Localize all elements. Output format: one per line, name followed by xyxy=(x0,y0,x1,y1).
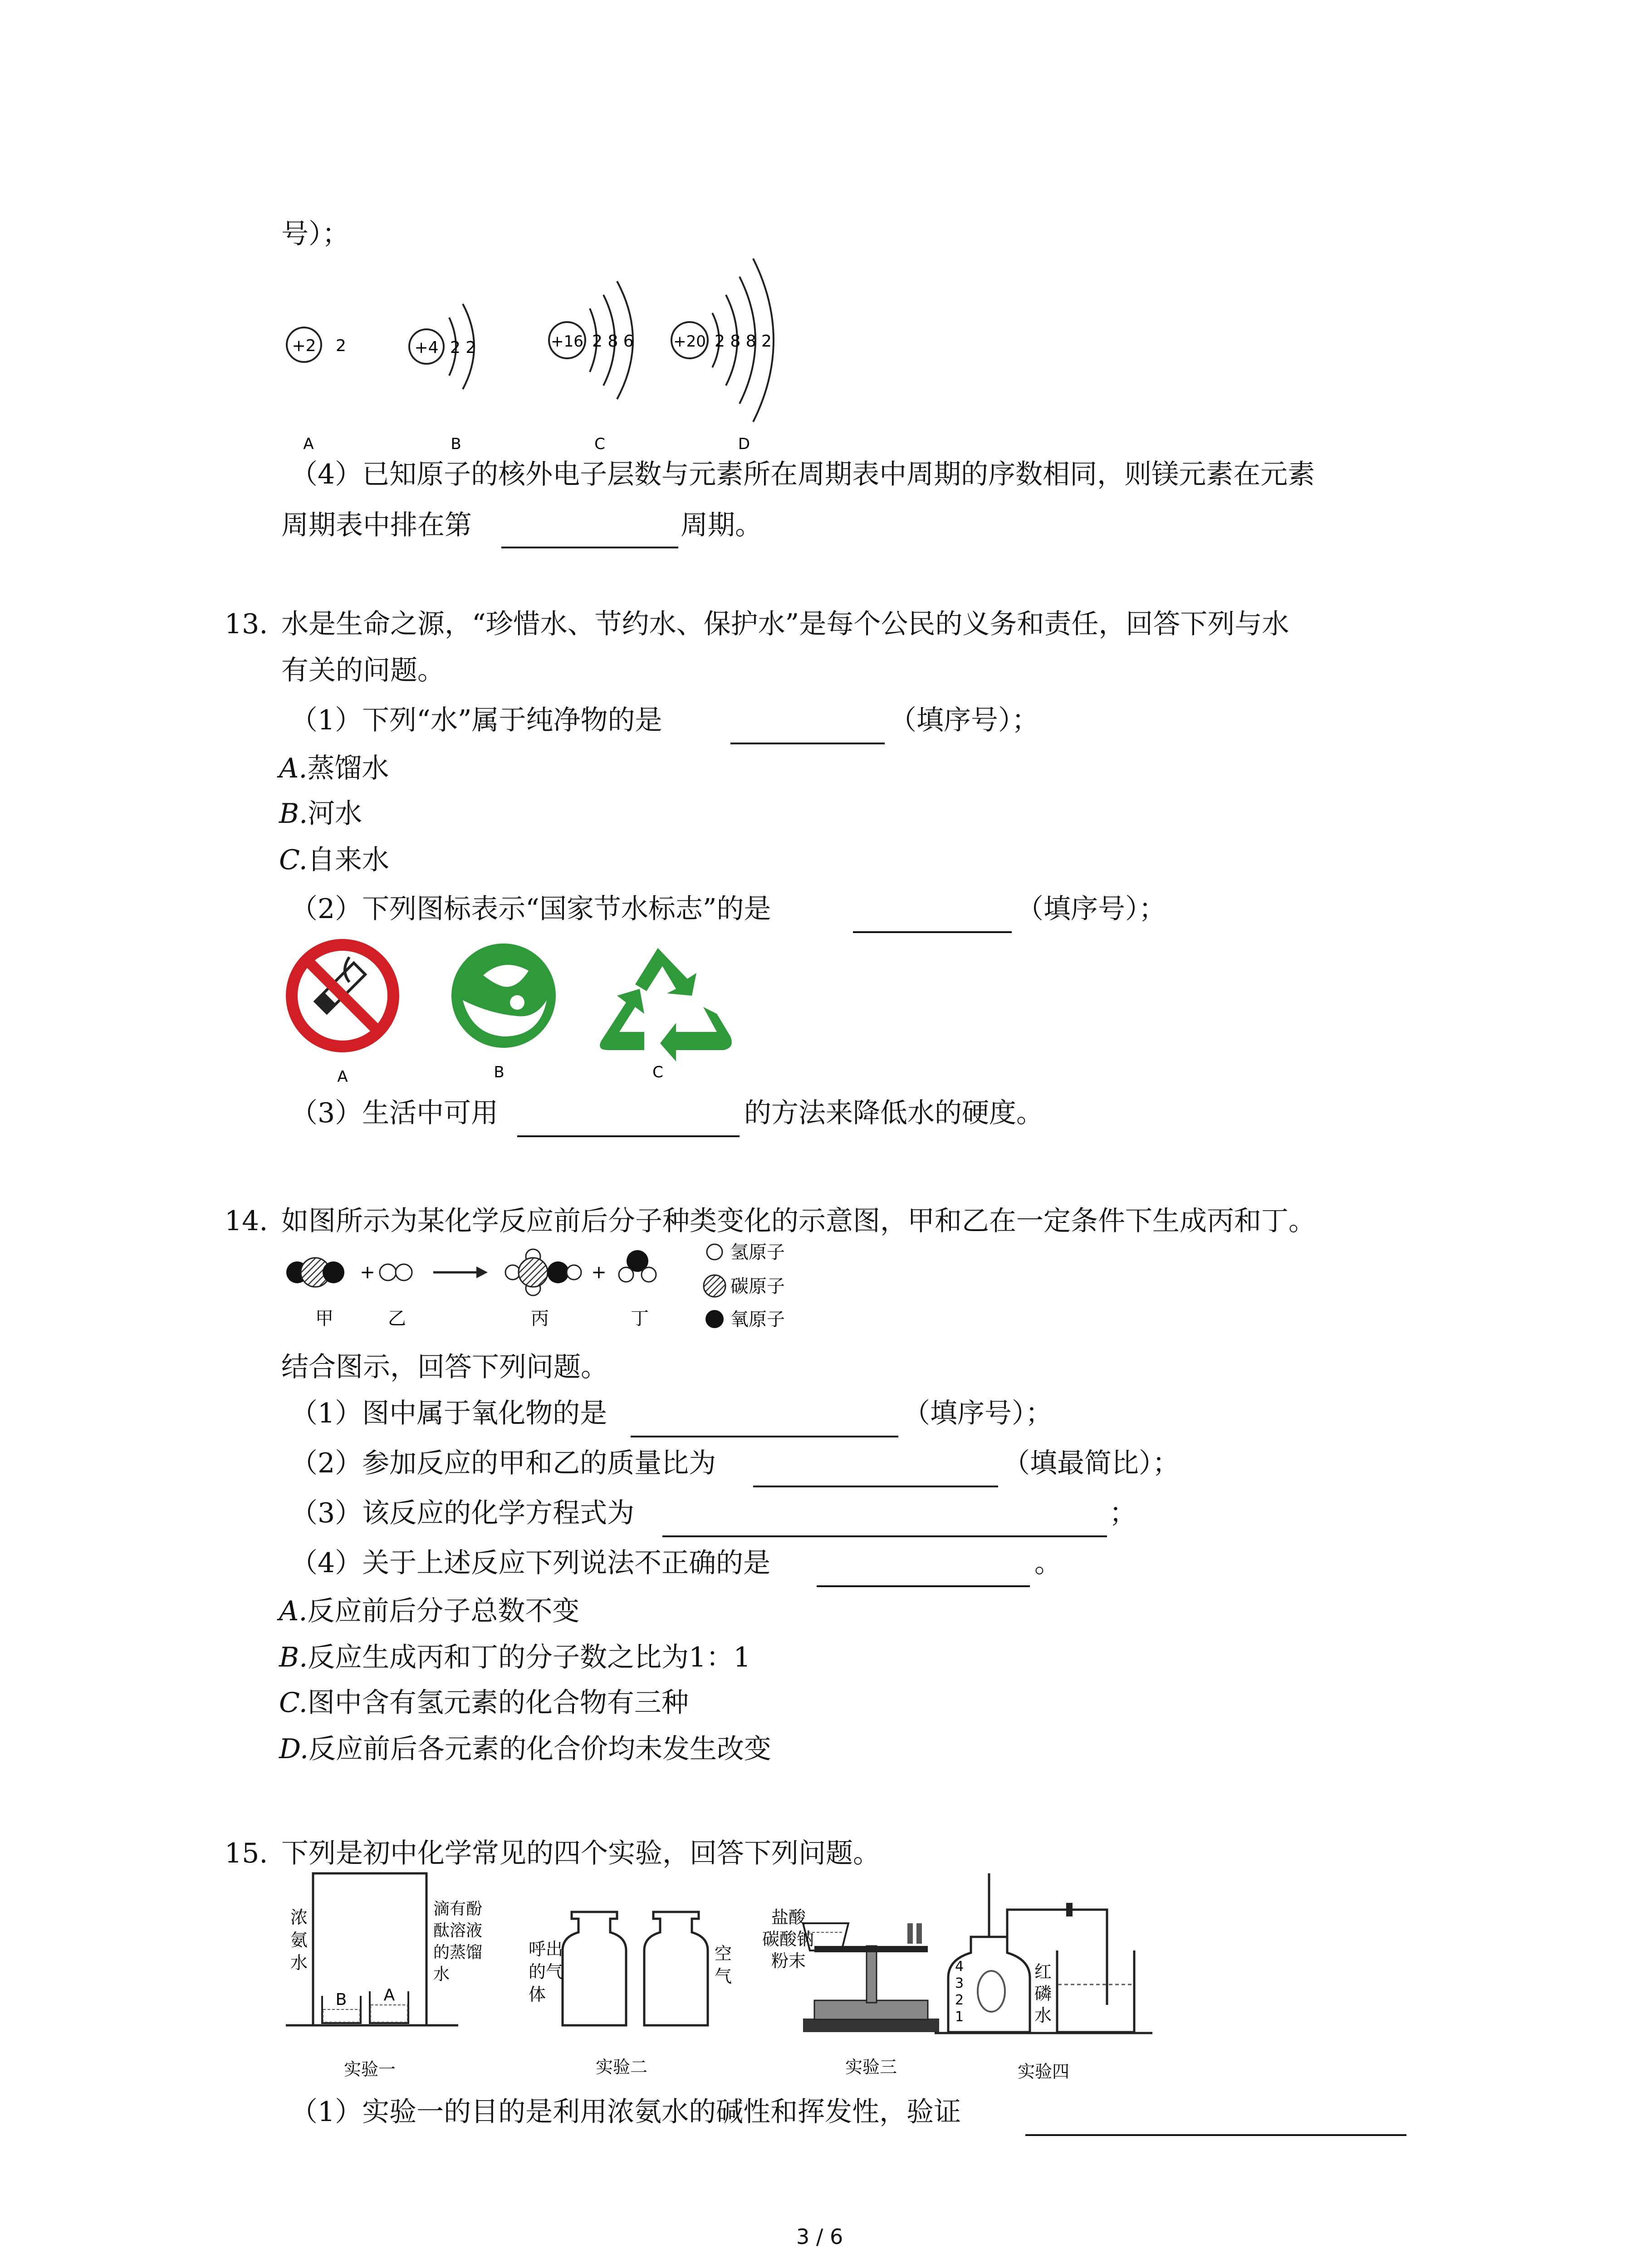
q14-option-c xyxy=(279,1686,689,1719)
q14-stem: 如图所示为某化学反应前后分子种类变化的示意图，甲和乙在一定条件下生成丙和丁。 xyxy=(281,1205,1316,1237)
exp1-right-2: 酞溶液 xyxy=(433,1921,483,1940)
q13-part1-pre: （1）下列“水”属于纯净物的是 xyxy=(290,704,662,736)
q14-part3-answer-blank[interactable] xyxy=(662,1535,1107,1537)
q14-option-d xyxy=(279,1733,771,1765)
atom-a-label: A xyxy=(303,435,314,453)
q15-part1-answer-blank[interactable] xyxy=(1025,2134,1406,2136)
experiment-3 xyxy=(762,1907,939,2077)
q14-option-b-letter: B. xyxy=(279,1642,308,1673)
q15-part1-pre: （1）实验一的目的是利用浓氨水的碱性和挥发性，验证 xyxy=(290,2096,961,2128)
q13-option-b-text: 河水 xyxy=(308,798,362,830)
exp1-beaker-b: B xyxy=(335,1990,347,2009)
molecule-yi xyxy=(380,1264,412,1329)
q13-option-c-text: 自来水 xyxy=(307,844,389,876)
exp2-left-3: 体 xyxy=(529,1984,546,2004)
q14-part4-answer-blank[interactable] xyxy=(817,1585,1030,1587)
q13-option-b xyxy=(279,797,362,830)
q12-part4-line1: （4）已知原子的核外电子层数与元素所在周期表中周期的序数相同，则镁元素在元素 xyxy=(290,459,1315,490)
exp2-left-2: 的气 xyxy=(529,1962,563,1982)
atom-d-nucleus: +20 xyxy=(673,332,706,351)
q13-number: 13. xyxy=(225,608,268,640)
exp4-mark-1: 1 xyxy=(955,2009,964,2025)
q14-option-a-text: 反应前后分子总数不变 xyxy=(307,1595,580,1627)
plus-sign-2: + xyxy=(591,1262,607,1283)
exp4-caption: 实验四 xyxy=(1017,2062,1070,2082)
exp1-right-4: 水 xyxy=(433,1965,450,1984)
reaction-diagram xyxy=(277,1238,867,1356)
q14-part3-pre: （3）该反应的化学方程式为 xyxy=(290,1497,635,1529)
page-number: 3 / 6 xyxy=(796,2224,843,2249)
q13-part2-answer-blank[interactable] xyxy=(853,931,1012,933)
exp4-mark-3: 3 xyxy=(955,1975,964,1991)
exp3-label-2: 碳酸钠 xyxy=(762,1929,814,1949)
q14-part2-answer-blank[interactable] xyxy=(753,1486,998,1487)
q13-part1-answer-blank[interactable] xyxy=(730,743,885,744)
icon-c-label: C xyxy=(652,1063,663,1081)
q14-part4-pre: （4）关于上述反应下列说法不正确的是 xyxy=(290,1547,771,1579)
molecule-bing xyxy=(505,1249,581,1329)
exp1-left-3: 水 xyxy=(290,1953,308,1973)
q14-part4-post: 。 xyxy=(1034,1547,1062,1579)
q14-option-a xyxy=(279,1595,579,1628)
recycle-icon xyxy=(600,948,732,1081)
exp4-mark-2: 2 xyxy=(955,1992,964,2008)
exp3-caption: 实验三 xyxy=(845,2057,897,2077)
atom-structure-figure xyxy=(272,254,817,454)
atom-d-shells: 2 8 8 2 xyxy=(715,332,772,351)
atom-c-label: C xyxy=(594,435,605,453)
exp1-left-2: 氨 xyxy=(290,1930,308,1950)
q13-part2-post: （填序号）； xyxy=(1016,893,1166,925)
water-saving-icon xyxy=(451,943,556,1081)
atom-legend xyxy=(704,1242,785,1330)
q12-part4-answer-blank[interactable] xyxy=(501,547,678,548)
icon-a-label: A xyxy=(337,1068,348,1086)
atom-c-nucleus: +16 xyxy=(551,332,583,351)
exp1-caption: 实验一 xyxy=(343,2059,396,2079)
reaction-arrow xyxy=(433,1266,488,1278)
q14-option-c-letter: C. xyxy=(279,1687,308,1719)
label-ding: 丁 xyxy=(631,1308,649,1329)
label-jia: 甲 xyxy=(315,1308,333,1329)
label-bing: 丙 xyxy=(531,1308,549,1329)
continued-line: 号）； xyxy=(281,218,349,250)
q13-stem-line2: 有关的问题。 xyxy=(281,655,445,686)
q14-part2-pre: （2）参加反应的甲和乙的质量比为 xyxy=(290,1447,716,1479)
exp2-right-2: 气 xyxy=(715,1966,732,1986)
exp4-label-water: 水 xyxy=(1034,2005,1052,2025)
q13-option-b-letter: B. xyxy=(279,798,308,830)
q13-part3-post: 的方法来降低水的硬度。 xyxy=(744,1097,1043,1129)
atom-a-shells: 2 xyxy=(336,337,346,355)
icon-b-label: B xyxy=(494,1063,505,1081)
q12-part4-line2-post: 周期。 xyxy=(681,509,762,541)
legend-hydrogen: 氢原子 xyxy=(730,1242,785,1263)
no-smoking-icon xyxy=(292,945,393,1086)
plus-sign-1: + xyxy=(360,1262,375,1283)
atom-b-shells: 2 2 xyxy=(450,338,476,357)
molecule-jia xyxy=(286,1258,344,1329)
q13-part2-pre: （2）下列图标表示“国家节水标志”的是 xyxy=(290,893,771,925)
q14-lead: 结合图示，回答下列问题。 xyxy=(281,1351,608,1383)
exp3-label-3: 粉末 xyxy=(771,1951,806,1971)
exp4-label-phosphorus: 磷 xyxy=(1034,1984,1052,2004)
atom-b-label: B xyxy=(451,435,461,453)
label-yi: 乙 xyxy=(388,1308,406,1329)
atom-b xyxy=(409,304,476,453)
q13-part3-pre: （3）生活中可用 xyxy=(290,1097,499,1129)
q15-experiments-figure xyxy=(281,1869,1234,2091)
q13-option-a-text: 蒸馏水 xyxy=(307,753,389,784)
exp2-left-1: 呼出 xyxy=(529,1939,563,1959)
q14-part3-post: ； xyxy=(1109,1497,1136,1529)
q14-option-d-letter: D. xyxy=(279,1733,309,1765)
q13-part1-post: （填序号）； xyxy=(889,704,1039,736)
q12-part4-line2-pre: 周期表中排在第 xyxy=(281,509,472,541)
legend-oxygen: 氧原子 xyxy=(730,1309,785,1330)
experiment-4 xyxy=(935,1873,1152,2082)
exp1-beaker-a: A xyxy=(383,1986,395,2004)
q13-stem-line1: 水是生命之源，“珍惜水、节约水、保护水”是每个公民的义务和责任，回答下列与水 xyxy=(281,608,1289,640)
q13-icons-figure xyxy=(281,939,735,1093)
experiment-2 xyxy=(529,1912,732,2077)
atom-d xyxy=(671,259,774,453)
q14-option-b-text: 反应生成丙和丁的分子数之比为1：1 xyxy=(308,1642,751,1673)
q14-option-a-letter: A. xyxy=(279,1595,308,1627)
exp1-right-3: 的蒸馏 xyxy=(433,1943,483,1962)
q14-option-b xyxy=(279,1641,751,1674)
q13-option-a xyxy=(279,752,389,785)
exp4-label-red: 红 xyxy=(1034,1962,1052,1982)
experiment-1 xyxy=(286,1873,482,2079)
atom-a-nucleus: +2 xyxy=(292,337,316,355)
q13-option-a-letter: A. xyxy=(279,753,308,784)
q14-option-d-text: 反应前后各元素的化合价均未发生改变 xyxy=(309,1733,772,1765)
q13-part3-answer-blank[interactable] xyxy=(517,1135,740,1137)
q13-option-c-letter: C. xyxy=(279,844,308,876)
exp1-left-1: 浓 xyxy=(290,1907,308,1927)
q15-stem: 下列是初中化学常见的四个实验，回答下列问题。 xyxy=(281,1838,880,1869)
atom-c xyxy=(549,281,634,453)
q14-part1-post: （填序号）； xyxy=(903,1398,1053,1429)
q15-number: 15. xyxy=(225,1838,268,1869)
molecule-ding xyxy=(619,1250,656,1329)
atom-b-nucleus: +4 xyxy=(414,338,439,357)
exp4-mark-4: 4 xyxy=(955,1959,964,1975)
q13-option-c xyxy=(279,844,389,876)
exp2-right-1: 空 xyxy=(715,1944,732,1964)
exp3-label-1: 盐酸 xyxy=(771,1907,806,1927)
atom-c-shells: 2 8 6 xyxy=(592,332,634,351)
q14-number: 14. xyxy=(225,1205,268,1237)
q14-part1-answer-blank[interactable] xyxy=(631,1436,898,1437)
q14-option-c-text: 图中含有氢元素的化合物有三种 xyxy=(307,1687,689,1719)
q14-part1-pre: （1）图中属于氧化物的是 xyxy=(290,1398,607,1429)
legend-carbon: 碳原子 xyxy=(730,1276,785,1297)
atom-d-label: D xyxy=(738,435,750,453)
atom-a xyxy=(287,327,346,453)
exp1-right-1: 滴有酚 xyxy=(433,1900,483,1918)
exp2-caption: 实验二 xyxy=(595,2057,648,2077)
q14-part2-post: （填最简比）； xyxy=(1003,1447,1180,1479)
